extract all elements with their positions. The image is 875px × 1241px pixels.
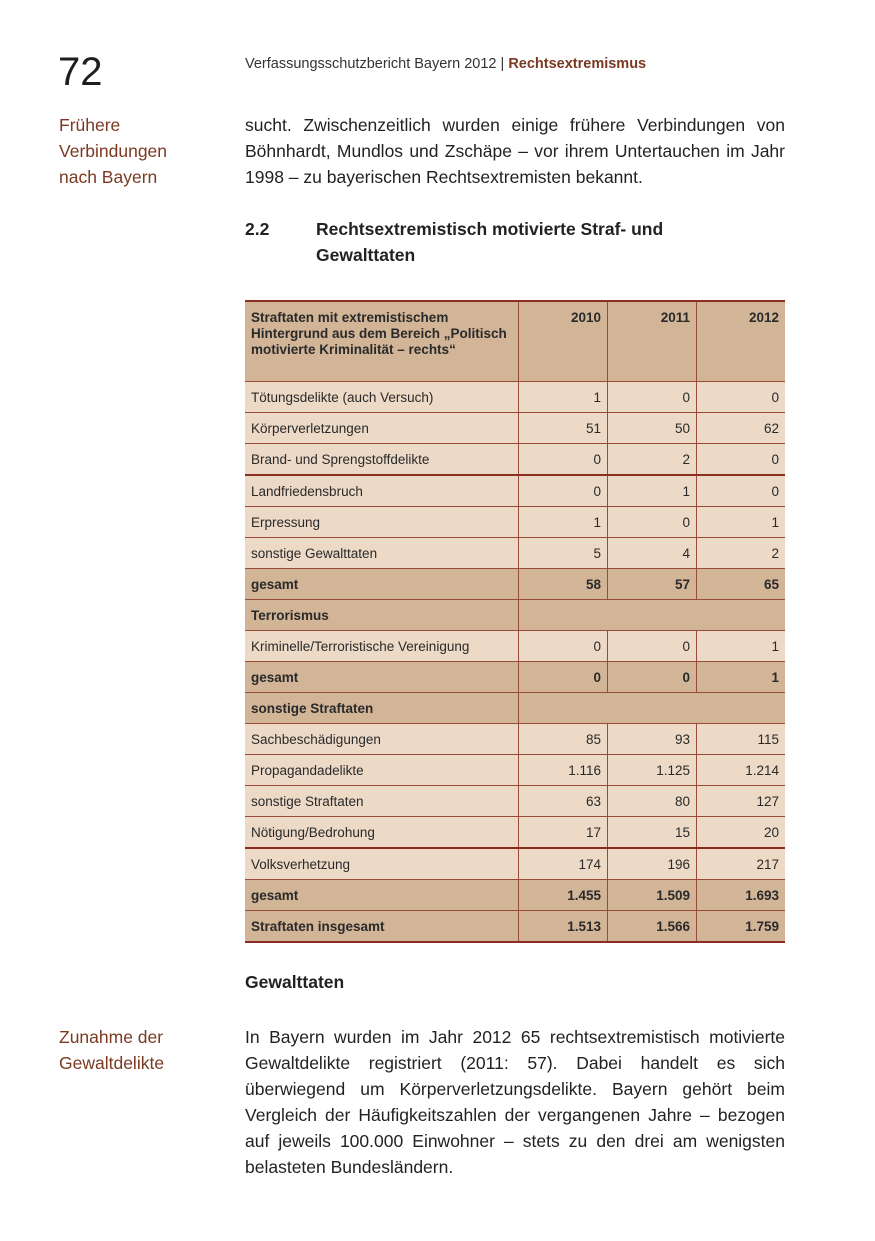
row-label: Propagandadelikte (245, 755, 519, 786)
table-total-row (245, 569, 785, 600)
crime-statistics-table (245, 300, 785, 943)
cell-value: 174 (519, 848, 608, 880)
table-row (245, 444, 785, 476)
year-header: 2010 (519, 301, 608, 382)
cell-value: 0 (519, 662, 608, 693)
cell-value: 2 (697, 538, 786, 569)
row-label: Sachbeschädigungen (245, 724, 519, 755)
row-label: gesamt (245, 662, 519, 693)
cell-value: 0 (608, 631, 697, 662)
table-row (245, 786, 785, 817)
cell-value: 0 (608, 382, 697, 413)
cell-value: 127 (697, 786, 786, 817)
table-section-row (245, 693, 785, 724)
cell-value: 115 (697, 724, 786, 755)
margin-note-violence-increase (59, 1024, 219, 1076)
cell-value: 196 (608, 848, 697, 880)
cell-value: 58 (519, 569, 608, 600)
cell-value: 65 (697, 569, 786, 600)
section-title: Rechtsextremistisch motivierte Straf- und Gewalttaten (316, 219, 664, 265)
cell-value: 62 (697, 413, 786, 444)
cell-value: 4 (608, 538, 697, 569)
cell-value: 1.455 (519, 880, 608, 911)
cell-value: 1 (608, 475, 697, 507)
margin-note-line: Verbindungen (59, 141, 168, 161)
cell-value: 85 (519, 724, 608, 755)
cell-value: 1 (519, 382, 608, 413)
cell-value: 0 (697, 382, 786, 413)
section-number: 2.2 (245, 219, 270, 239)
cell-value: 5 (519, 538, 608, 569)
table-grand-total-row (245, 911, 785, 943)
cell-value: 1 (697, 507, 786, 538)
paragraph-intro: sucht. Zwischenzeitlich wurden einige frühere Verbindungen von Böhnhardt, Mundlos und Zschäpe – vor ihrem Untertauchen im Jahr 1998 – zu bayerischen Rechtsextremisten bekannt. (245, 115, 785, 187)
row-label: gesamt (245, 880, 519, 911)
table-header-row (245, 301, 785, 382)
cell-value: 217 (697, 848, 786, 880)
cell-value: 51 (519, 413, 608, 444)
table-row (245, 631, 785, 662)
cell-value: 63 (519, 786, 608, 817)
cell-value: 0 (697, 475, 786, 507)
section-label: Terrorismus (245, 600, 519, 631)
cell-value: 1.116 (519, 755, 608, 786)
table-row (245, 724, 785, 755)
year-header: 2012 (697, 301, 786, 382)
cell-value: 0 (519, 475, 608, 507)
table-row (245, 538, 785, 569)
cell-value: 1 (519, 507, 608, 538)
subheading-gewalttaten: Gewalttaten (245, 972, 345, 992)
table-row (245, 755, 785, 786)
cell-value: 0 (608, 662, 697, 693)
table-row (245, 382, 785, 413)
margin-note-line: Frühere (59, 115, 121, 135)
paragraph-violence: In Bayern wurden im Jahr 2012 65 rechtsextremistisch motivierte Gewaltdelikte registriert (2011: 57). Dabei handelt es sich überwiegend um Körperverletzungsdelikte. Bayern gehört beim Vergleich der Häufigkeitszahlen der vergangenen Jahre – bezogen auf jeweils 100.000 Einwohner – stets zu den drei am wenigsten belasteten Bundesländern. (245, 1027, 785, 1177)
cell-value: 0 (608, 507, 697, 538)
cell-value: 1.693 (697, 880, 786, 911)
cell-value: 80 (608, 786, 697, 817)
cell-value: 20 (697, 817, 786, 849)
section-label: sonstige Straftaten (245, 693, 519, 724)
row-label: sonstige Straftaten (245, 786, 519, 817)
row-label: Körperverletzungen (245, 413, 519, 444)
margin-note-line: Gewaltdelikte (59, 1053, 165, 1073)
cell-value: 57 (608, 569, 697, 600)
running-section: Rechtsextremismus (508, 56, 647, 72)
table-section-row (245, 600, 785, 631)
cell-value: 0 (519, 444, 608, 476)
row-label: Nötigung/Bedrohung (245, 817, 519, 849)
row-label: Kriminelle/Terroristische Vereinigung (245, 631, 519, 662)
running-header (245, 56, 646, 72)
row-label: gesamt (245, 569, 519, 600)
cell-value: 15 (608, 817, 697, 849)
section-blank-cell (519, 693, 786, 724)
table-row (245, 507, 785, 538)
row-label: Erpressung (245, 507, 519, 538)
cell-value: 1.513 (519, 911, 608, 943)
row-label: Brand- und Sprengstoffdelikte (245, 444, 519, 476)
cell-value: 1 (697, 662, 786, 693)
cell-value: 0 (697, 444, 786, 476)
cell-value: 50 (608, 413, 697, 444)
page-number: 72 (58, 50, 103, 94)
cell-value: 0 (519, 631, 608, 662)
row-label: Straftaten insgesamt (245, 911, 519, 943)
margin-note-line: Zunahme der (59, 1027, 164, 1047)
cell-value: 17 (519, 817, 608, 849)
cell-value: 93 (608, 724, 697, 755)
cell-value: 1 (697, 631, 786, 662)
year-header: 2011 (608, 301, 697, 382)
section-blank-cell (519, 600, 786, 631)
row-label: Landfriedensbruch (245, 475, 519, 507)
cell-value: 1.759 (697, 911, 786, 943)
cell-value: 1.214 (697, 755, 786, 786)
cell-value: 1.509 (608, 880, 697, 911)
table-row (245, 848, 785, 880)
table-row (245, 475, 785, 507)
cell-value: 1.125 (608, 755, 697, 786)
table-row (245, 817, 785, 849)
table-header-label: Straftaten mit extremistischem Hintergrund aus dem Bereich „Politisch motivierte Kriminalität – rechts“ (245, 301, 519, 382)
table-total-row (245, 880, 785, 911)
running-title: Verfassungsschutzbericht Bayern 2012 | (245, 56, 505, 72)
table-total-row (245, 662, 785, 693)
table-row (245, 413, 785, 444)
cell-value: 2 (608, 444, 697, 476)
row-label: Tötungsdelikte (auch Versuch) (245, 382, 519, 413)
margin-note-connections (59, 112, 219, 190)
row-label: sonstige Gewalttaten (245, 538, 519, 569)
row-label: Volksverhetzung (245, 848, 519, 880)
cell-value: 1.566 (608, 911, 697, 943)
margin-note-line: nach Bayern (59, 167, 158, 187)
